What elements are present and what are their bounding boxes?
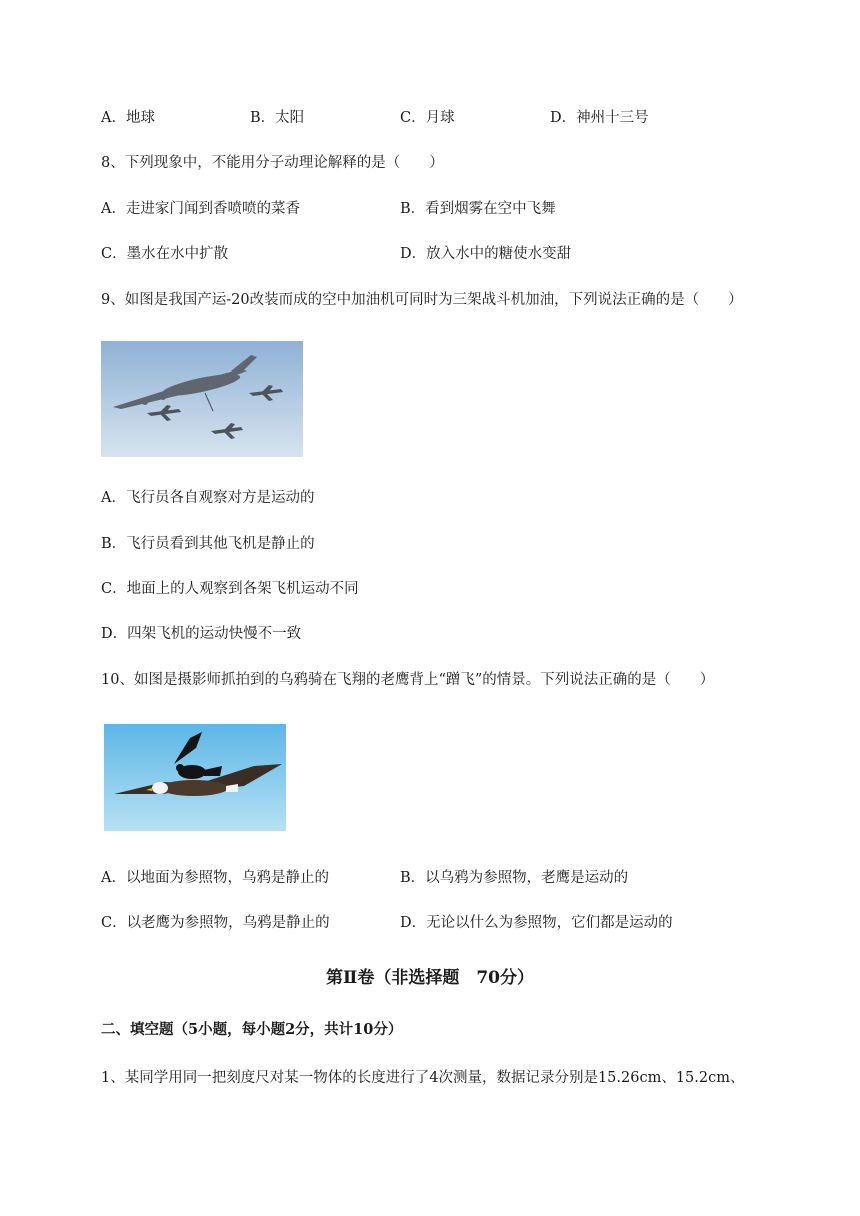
q7-option-a: A．地球 [101,110,155,126]
q7-option-c: C．月球 [400,110,455,126]
q10-option-a: A．以地面为参照物，乌鸦是静止的 [101,870,329,886]
q9-option-d: D．四架飞机的运动快慢不一致 [101,626,302,642]
q8-option-d: D．放入水中的糖使水变甜 [400,246,572,262]
q8-option-a: A．走进家门闻到香喷喷的菜香 [101,201,300,217]
q10-option-c: C．以老鹰为参照物，乌鸦是静止的 [101,915,330,931]
q7-option-b: B．太阳 [250,110,305,126]
q10-stem: 10、如图是摄影师抓拍到的乌鸦骑在飞翔的老鹰背上“蹭飞”的情景。下列说法正确的是（ ） [101,672,715,688]
crow-eagle-svg [104,724,286,831]
q7-option-d: D．神州十三号 [550,110,649,126]
q8-option-c: C．墨水在水中扩散 [101,246,229,262]
q8-option-b: B．看到烟雾在空中飞舞 [400,201,556,217]
fill-q1-stem: 1、某同学用同一把刻度尺对某一物体的长度进行了4次测量，数据记录分别是15.26cm、15.2cm、 [101,1070,745,1086]
refueling-aircraft-svg [101,341,303,457]
q10-option-b: B．以乌鸦为参照物，老鹰是运动的 [400,870,629,886]
part2-title: 第Ⅱ卷（非选择题 70分） [326,968,534,988]
q9-option-b: B．飞行员看到其他飞机是静止的 [101,536,315,552]
q9-stem: 9、如图是我国产运-20改装而成的空中加油机可同时为三架战斗机加油，下列说法正确的是（ ） [101,292,743,308]
section2-heading: 二、填空题（5小题，每小题2分，共计10分） [101,1021,403,1038]
refueling-aircraft-image [101,341,303,457]
q9-option-c: C．地面上的人观察到各架飞机运动不同 [101,581,359,597]
q9-option-a: A．飞行员各自观察对方是运动的 [101,490,315,506]
crow-eagle-image [104,724,286,831]
q8-stem: 8、下列现象中，不能用分子动理论解释的是（ ） [101,155,444,171]
q10-option-d: D．无论以什么为参照物，它们都是运动的 [400,915,673,931]
